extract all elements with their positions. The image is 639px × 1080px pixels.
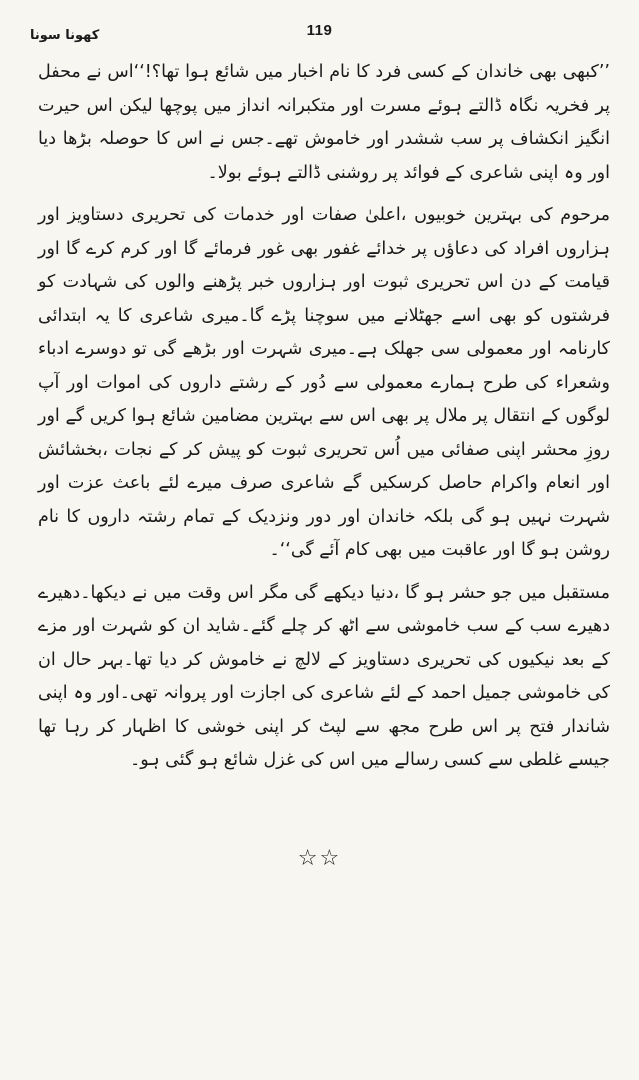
page-number: 119: [306, 22, 333, 39]
body-text: [38, 56, 610, 778]
paragraph: مرحوم کی بہترین خوبیوں ،اعلیٰ صفات اور خدمات کی تحریری دستاویز اور ہزاروں افراد کی دعاؤں پر خدائے غفور بھی غور فرمائے گا اور کرم کرے گا اور قیامت کے دن اس تحریری ثبوت اور ہزاروں خبر پڑھنے والوں کی شہادت کو فرشتوں کو بھی اسے جھٹلانے میں سوچنا پڑے گا۔میری شاعری کا یہ ابتدائی کارنامہ اور معمولی سی جھلک ہے۔میری شہرت اور بڑھے گی تو دوسرے ادباء وشعراء کی طرح ہمارے معمولی سے دُور کے رشتے داروں کی اموات اور آپ لوگوں کے انتقال پر ملال پر بھی اس سے بہترین مضامین شائع ہوا کریں گے اور روزِ محشر اپنی صفائی میں اُس تحریری ثبوت کو پیش کر کے نجات ،بخشائش اور انعام واکرام حاصل کرسکیں گے شاعری صرف میرے لئے باعث عزت اور شہرت نہیں ہو گی بلکہ خاندان اور دور ونزدیک کے تمام رشتہ داروں کا نام روشن ہو گا اور عاقبت میں بھی کام آئے گی‘‘۔: [38, 205, 610, 560]
paragraph: مستقبل میں جو حشر ہو گا ،دنیا دیکھے گی مگر اس وقت میں نے دیکھا۔دھیرے دھیرے سب کے سب خاموشی سے اٹھ کر چلے گئے۔شاید ان کو شہرت اور مزے کے بعد نیکیوں کی تحریری دستاویز کے لالچ نے خاموش کر دیا تھا۔بہر حال ان کی خاموشی جمیل احمد کے لئے شاعری کی اجازت اور پروانہ تھی۔اور وہ اپنی شاندار فتح پر اس طرح مجھ سے لپٹ کر اپنی خوشی کا اظہار کر رہا تھا جیسے غلطی سے کسی رسالے میں اس کی غزل شائع ہو گئی ہو۔: [38, 582, 610, 770]
running-title: کھونا سونا: [30, 28, 100, 43]
section-break-stars: ☆☆: [297, 846, 342, 871]
paragraph: ’’کبھی بھی خاندان کے کسی فرد کا نام اخبار میں شائع ہوا تھا؟!‘‘اس نے محفل پر فخریہ نگاہ ڈالتے ہوئے مسرت اور متکبرانہ انداز میں پوچھا لیکن اس حیرت انگیز انکشاف پر سب ششدر اور خاموش تھے۔جس نے اس کا حوصلہ بڑھا دیا اور وہ اپنی شاعری کے فوائد پر روشنی ڈالتے ہوئے بولا۔: [38, 62, 610, 183]
